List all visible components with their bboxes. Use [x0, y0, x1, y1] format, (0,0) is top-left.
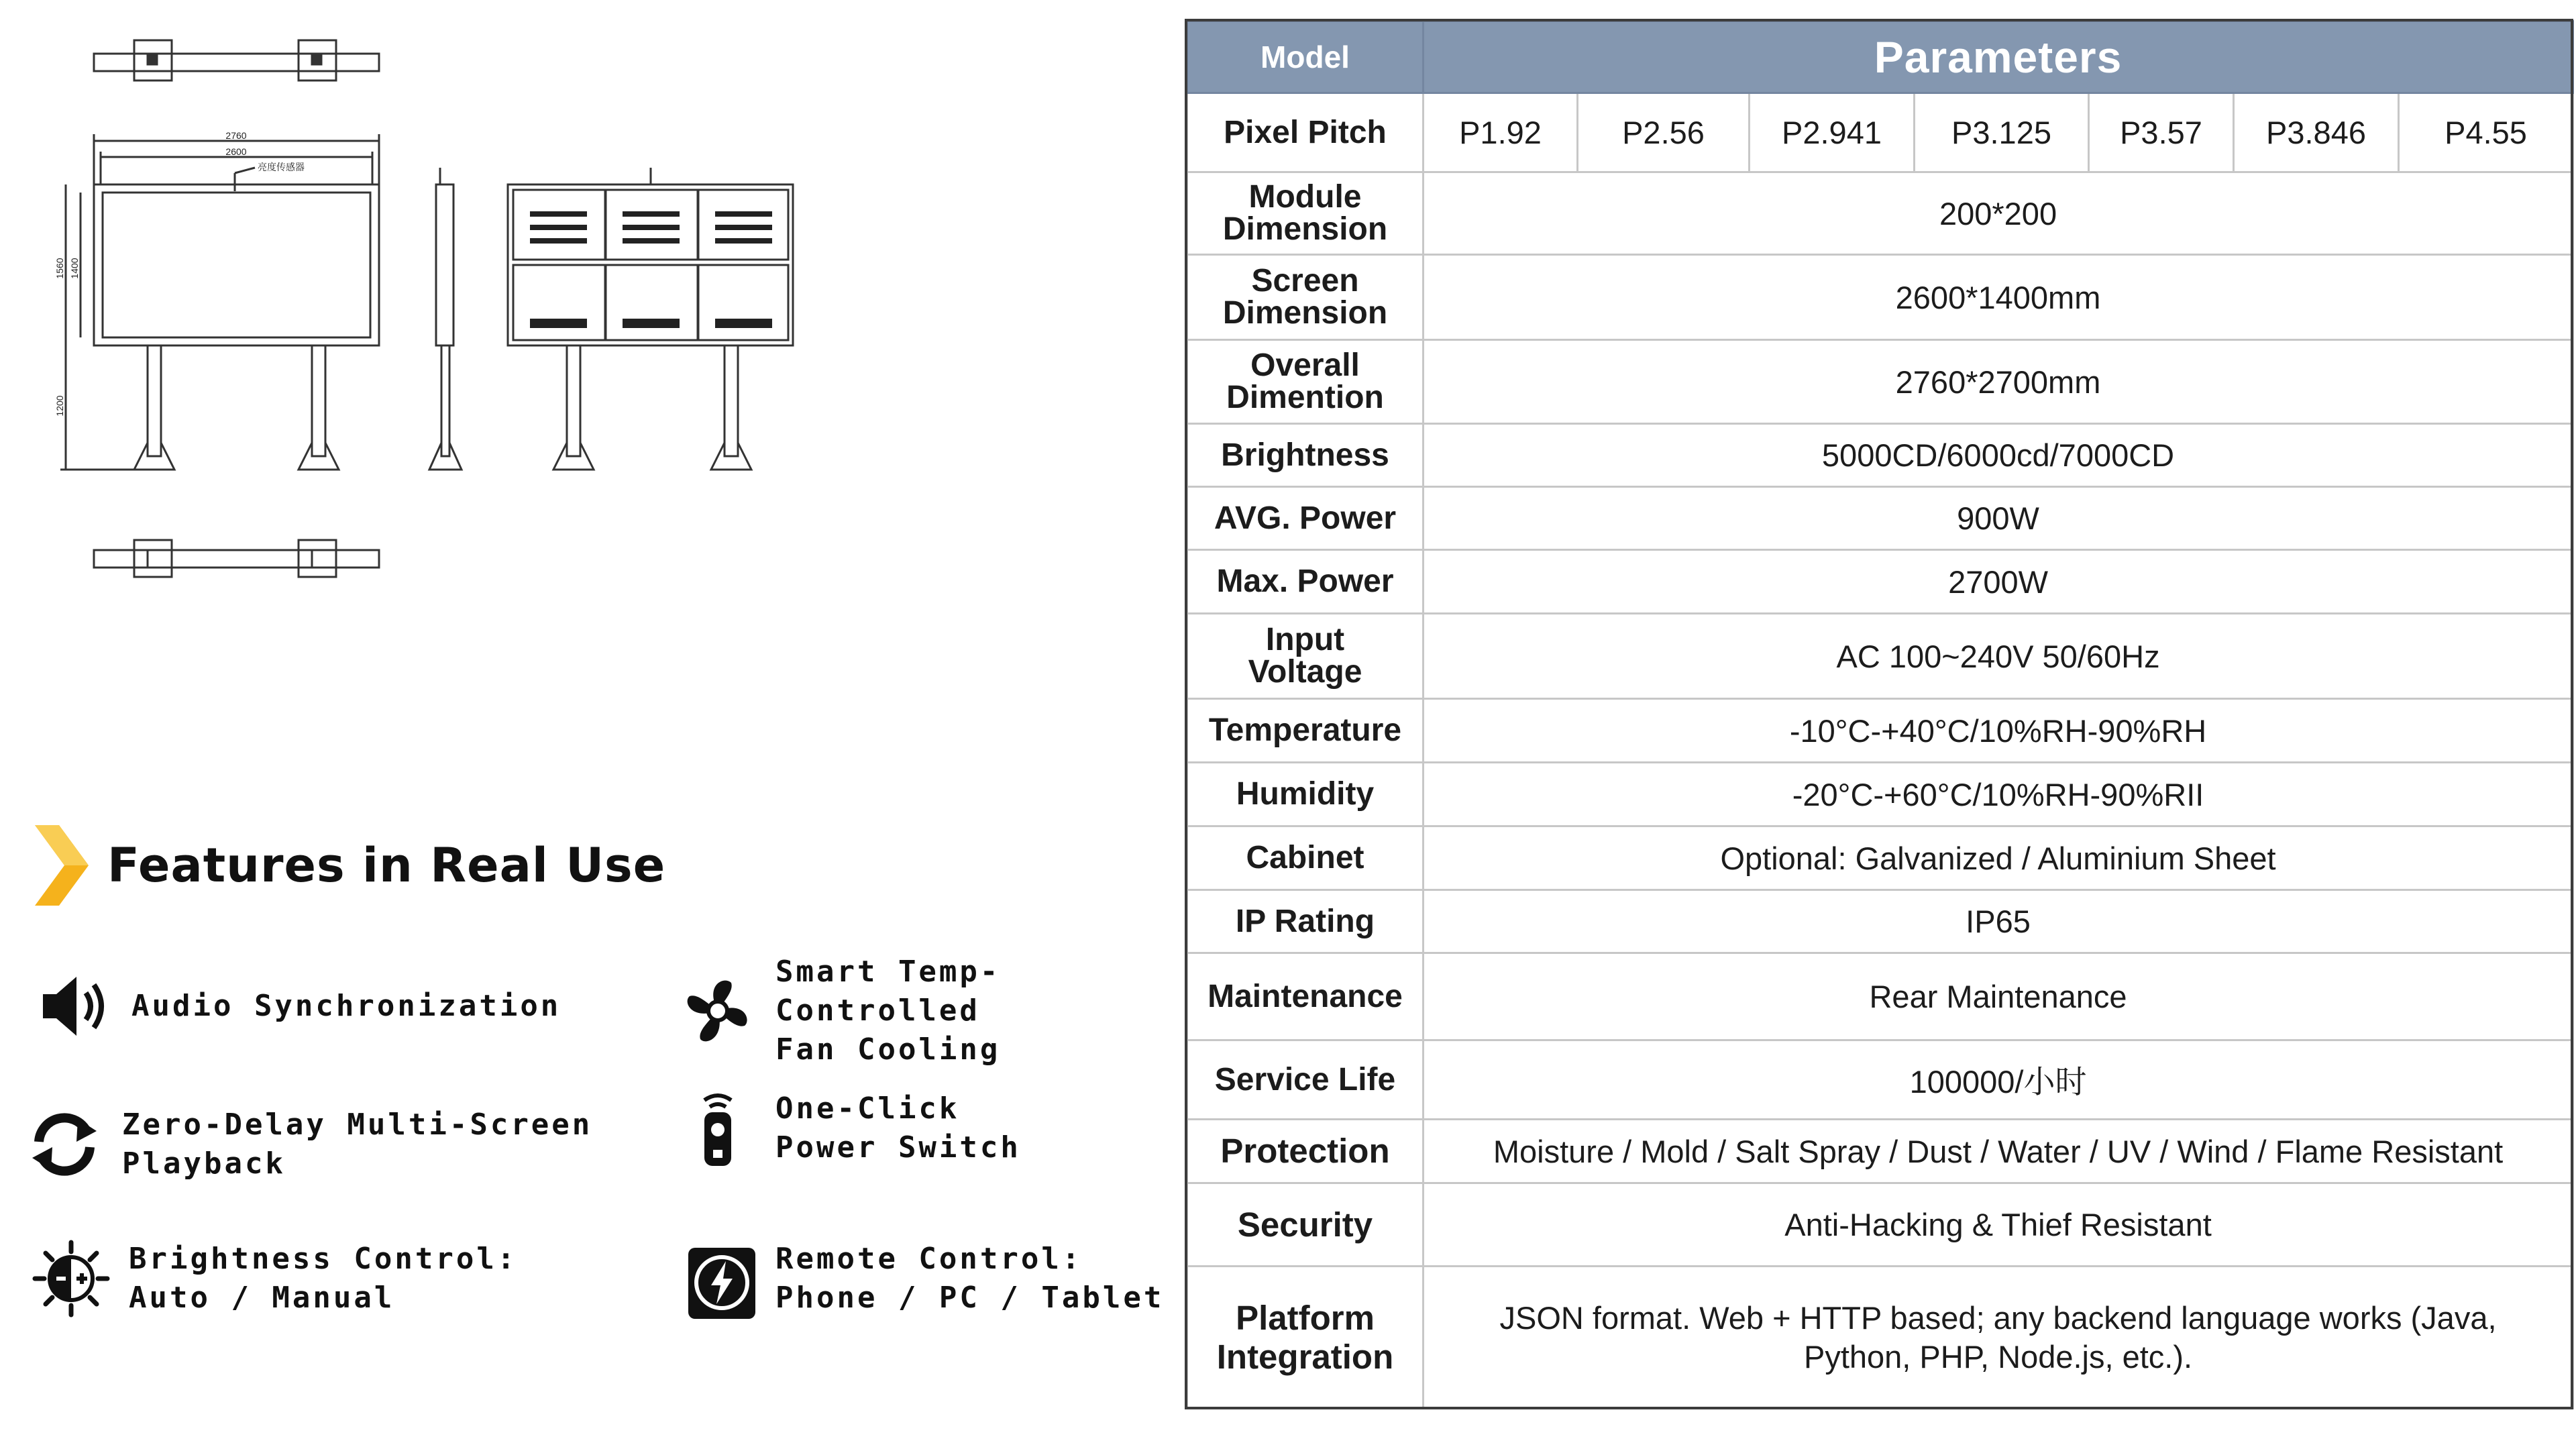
pitch-cell: P3.846: [2234, 93, 2399, 172]
row-value: Anti-Hacking & Thief Resistant: [1424, 1183, 2573, 1267]
speaker-icon: [34, 966, 114, 1046]
dim-inner-height: 1400: [69, 258, 80, 279]
table-row: [1187, 1120, 2573, 1183]
table-row: [1187, 255, 2573, 340]
row-value: -10°C-+40°C/10%RH-90%RH: [1424, 699, 2573, 763]
row-label: Max. Power: [1187, 550, 1424, 614]
row-value: JSON format. Web + HTTP based; any backend language works (Java, Python, PHP, Node.js, etc.).: [1424, 1267, 2573, 1409]
spec-table: [1186, 20, 2574, 1409]
dim-inner-width: 2600: [225, 146, 247, 157]
technical-drawings: [0, 0, 1140, 604]
lightning-icon: [678, 1238, 758, 1319]
table-row: [1187, 763, 2573, 826]
feature-brightness-label: Brightness Control: Auto / Manual: [129, 1242, 518, 1315]
sensor-label: 亮度传感器: [258, 162, 305, 173]
feature-remote-control-label: Remote Control: Phone / PC / Tablet: [775, 1242, 1165, 1315]
row-label: AVG. Power: [1187, 487, 1424, 550]
row-label: Module Dimension: [1187, 172, 1424, 255]
pitch-cell: P3.125: [1915, 93, 2089, 172]
row-value: Moisture / Mold / Salt Spray / Dust / Water / UV / Wind / Flame Resistant: [1424, 1120, 2573, 1183]
feature-fan-cooling: [678, 953, 1181, 1069]
dim-pole-height: 1200: [54, 395, 65, 417]
feature-multi-screen: [24, 1104, 592, 1185]
feature-remote-control: [678, 1238, 1164, 1319]
row-label: Protection: [1187, 1120, 1424, 1183]
remote-power-icon: [678, 1088, 758, 1169]
fan-icon: [678, 971, 758, 1051]
feature-fan-cooling-label: Smart Temp-Controlled Fan Cooling: [775, 955, 1001, 1067]
table-row: [1187, 826, 2573, 890]
row-value: 2760*2700mm: [1424, 340, 2573, 424]
row-label: Overall Dimention: [1187, 340, 1424, 424]
table-row: [1187, 340, 2573, 424]
row-label: Humidity: [1187, 763, 1424, 826]
row-value: Optional: Galvanized / Aluminium Sheet: [1424, 826, 2573, 890]
row-value: Rear Maintenance: [1424, 953, 2573, 1040]
bottom-view-drawing: [94, 540, 379, 577]
table-row: [1187, 699, 2573, 763]
features-title: Features in Real Use: [107, 838, 666, 893]
row-value: 100000/小时: [1424, 1040, 2573, 1120]
row-label: Service Life: [1187, 1040, 1424, 1120]
table-row-pixel-pitch: [1187, 93, 2573, 172]
row-value: 900W: [1424, 487, 2573, 550]
dim-outer-height: 1560: [54, 258, 65, 279]
row-label: Cabinet: [1187, 826, 1424, 890]
row-label: IP Rating: [1187, 890, 1424, 953]
feature-audio-sync-label: Audio Synchronization: [131, 989, 561, 1023]
table-row: [1187, 1040, 2573, 1120]
table-row: [1187, 614, 2573, 699]
feature-power-switch-label: One-Click Power Switch: [775, 1091, 1021, 1165]
brightness-icon: [31, 1238, 111, 1319]
table-row: [1187, 487, 2573, 550]
header-parameters: Parameters: [1424, 21, 2573, 93]
table-row: [1187, 424, 2573, 487]
dim-outer-width: 2760: [225, 130, 247, 141]
table-row: [1187, 953, 2573, 1040]
row-label: Screen Dimension: [1187, 255, 1424, 340]
table-row: [1187, 1183, 2573, 1267]
feature-brightness: [31, 1238, 517, 1319]
pitch-cell: P1.92: [1424, 93, 1578, 172]
row-value: 2600*1400mm: [1424, 255, 2573, 340]
table-row: [1187, 550, 2573, 614]
feature-power-switch: [678, 1088, 1021, 1169]
header-model: Model: [1187, 21, 1424, 93]
row-value: 2700W: [1424, 550, 2573, 614]
row-label: Security: [1187, 1183, 1424, 1267]
pitch-cell: P2.941: [1750, 93, 1915, 172]
feature-multi-screen-label: Zero-Delay Multi-Screen Playback: [122, 1108, 593, 1181]
features-heading-row: [35, 825, 665, 906]
table-row: [1187, 1267, 2573, 1409]
row-value: 5000CD/6000cd/7000CD: [1424, 424, 2573, 487]
table-row: [1187, 172, 2573, 255]
pitch-cell: P2.56: [1578, 93, 1750, 172]
feature-audio-sync: [34, 966, 561, 1046]
row-label: Maintenance: [1187, 953, 1424, 1040]
side-view-drawing: [429, 168, 462, 470]
front-view-drawing: [60, 134, 379, 470]
row-label: Temperature: [1187, 699, 1424, 763]
table-row: [1187, 890, 2573, 953]
row-value: -20°C-+60°C/10%RH-90%RII: [1424, 763, 2573, 826]
top-view-drawing: [94, 40, 379, 80]
row-value: AC 100~240V 50/60Hz: [1424, 614, 2573, 699]
sync-icon: [24, 1104, 105, 1185]
chevron-right-icon: [35, 825, 89, 906]
row-value: IP65: [1424, 890, 2573, 953]
row-label: Platform Integration: [1187, 1267, 1424, 1409]
row-label: Brightness: [1187, 424, 1424, 487]
table-header-row: [1187, 21, 2573, 93]
pitch-cell: P3.57: [2089, 93, 2234, 172]
row-value: 200*200: [1424, 172, 2573, 255]
features-section: [27, 825, 1181, 1348]
pitch-cell: P4.55: [2399, 93, 2573, 172]
row-label: Input Voltage: [1187, 614, 1424, 699]
row-label: Pixel Pitch: [1187, 93, 1424, 172]
